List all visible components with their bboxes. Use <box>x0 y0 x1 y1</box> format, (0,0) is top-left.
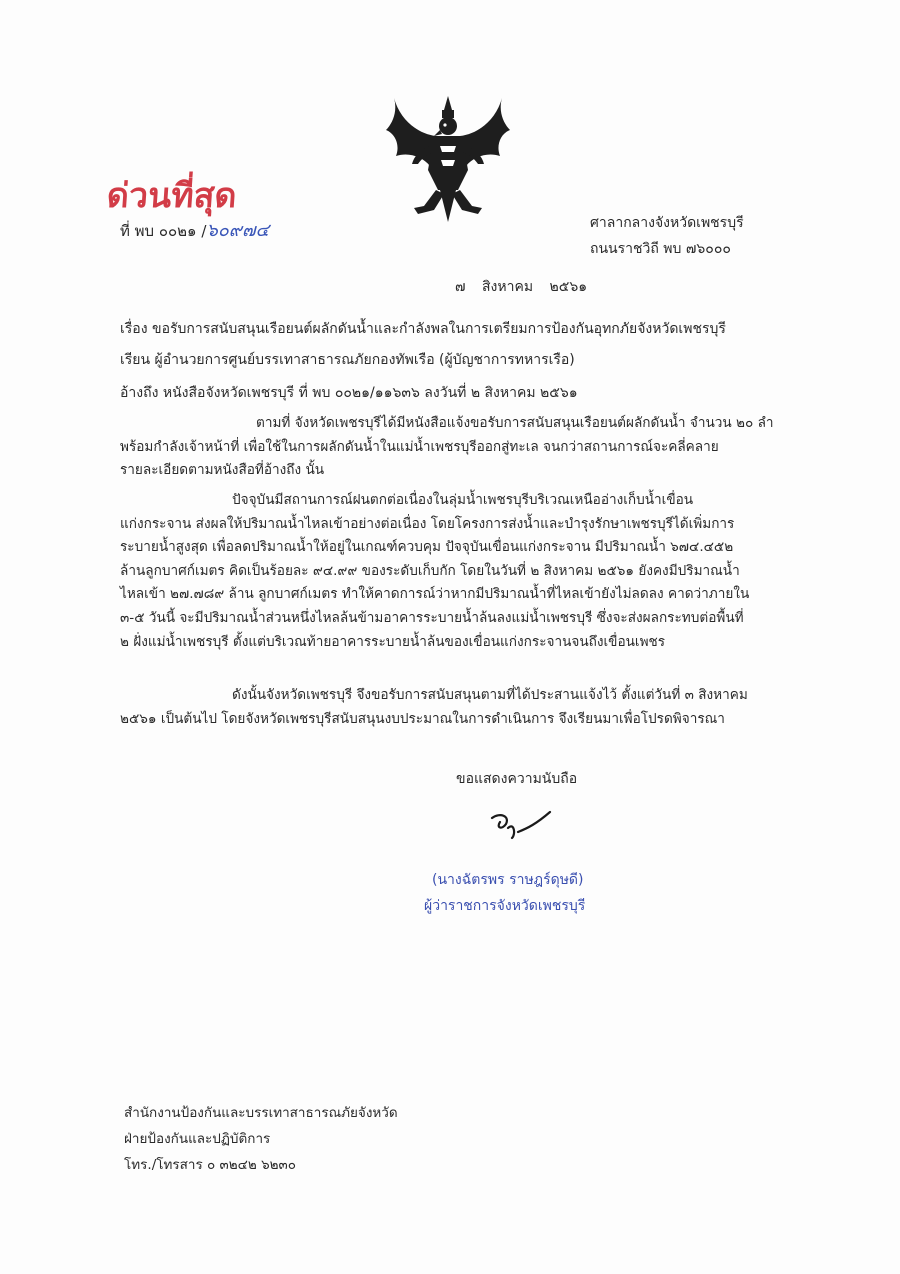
urgent-stamp: ด่วนที่สุด <box>105 176 239 216</box>
date-day: ๗ <box>455 279 466 295</box>
recipient-line: เรียน ผู้อำนวยการศูนย์บรรเทาสาธารณภัยกองทัพเรือ (ผู้บัญชาการทหารเรือ) <box>120 352 575 368</box>
paragraph-line: ๒ ฝั่งแม่น้ำเพชรบุรี ตั้งแต่บริเวณท้ายอาคารระบายน้ำล้นของเขื่อนแก่งกระจานจนถึงเขื่อนเพชร <box>120 633 666 650</box>
garuda-emblem-icon <box>378 90 518 230</box>
paragraph-line: ระบายน้ำสูงสุด เพื่อลดปริมาณน้ำให้อยู่ในเกณฑ์ควบคุม ปัจจุบันเขื่อนแก่งกระจาน มีปริมาณน้ำ ๖๗๔.๔๕๒ <box>120 539 734 556</box>
document-number-prefix: ที่ พบ ๐๐๒๑ / <box>120 222 207 240</box>
reference-line: อ้างถึง หนังสือจังหวัดเพชรบุรี ที่ พบ ๐๐๒๑/๑๑๖๓๖ ลงวันที่ ๒ สิงหาคม ๒๕๖๑ <box>120 385 578 401</box>
paragraph-line: ๓-๕ วันนี้ จะมีปริมาณน้ำส่วนหนึ่งไหลล้นข้ามอาคารระบายน้ำล้นลงแม่น้ำเพชรบุรี ซึ่งจะส่งผลกระทบต่อพื้นที่ <box>120 609 744 626</box>
body-paragraph-1 <box>120 412 780 483</box>
signature-icon <box>488 808 558 853</box>
paragraph-line: ตามที่ จังหวัดเพชรบุรีได้มีหนังสือแจ้งขอรับการสนับสนุนเรือยนต์ผลักดันน้ำ จำนวน ๒๐ ลำ <box>256 415 774 431</box>
body-paragraph-3 <box>120 684 780 731</box>
paragraph-line: แก่งกระจาน ส่งผลให้ปริมาณน้ำไหลเข้าอย่างต่อเนื่อง โดยโครงการส่งน้ำและบำรุงรักษาเพชรบุรีได้เพิ่มการ <box>120 515 735 532</box>
sender-address-line-2: ถนนราชวิถี พบ ๗๖๐๐๐ <box>590 241 731 257</box>
body-paragraph-2 <box>120 489 780 654</box>
paragraph-line: ดังนั้นจังหวัดเพชรบุรี จึงขอรับการสนับสนุนตามที่ได้ประสานแจ้งไว้ ตั้งแต่วันที่ ๓ สิงหาคม <box>232 687 748 703</box>
subject-line: เรื่อง ขอรับการสนับสนุนเรือยนต์ผลักดันน้ำและกำลังพลในการเตรียมการป้องกันอุทกภัยจังหวัดเพชรบุรี <box>120 321 726 337</box>
footer-office: สำนักงานป้องกันและบรรเทาสาธารณภัยจังหวัด <box>124 1105 398 1121</box>
signer-position: ผู้ว่าราชการจังหวัดเพชรบุรี <box>424 898 586 914</box>
signer-name: (นางฉัตรพร ราษฎร์ดุษดี) <box>432 872 584 888</box>
paragraph-line: รายละเอียดตามหนังสือที่อ้างถึง นั้น <box>120 462 325 479</box>
footer-division: ฝ่ายป้องกันและปฏิบัติการ <box>124 1131 271 1147</box>
document-number <box>120 215 269 244</box>
paragraph-line: ไหลเข้า ๒๗.๗๘๙ ล้าน ลูกบาศก์เมตร ทำให้คาดการณ์ว่าหากมีปริมาณน้ำที่ไหลเข้ายังไม่ลดลง คาดว่าภายใน <box>120 586 750 603</box>
paragraph-line: ปัจจุบันมีสถานการณ์ฝนตกต่อเนื่องในลุ่มน้ำเพชรบุรีบริเวณเหนืออ่างเก็บน้ำเขื่อน <box>232 492 694 508</box>
date-month: สิงหาคม <box>481 279 534 295</box>
footer-phone: โทร./โทรสาร ๐ ๓๒๔๒ ๖๒๓๐ <box>124 1157 297 1173</box>
letter-date <box>455 276 587 298</box>
sender-address-line-1: ศาลากลางจังหวัดเพชรบุรี <box>590 215 744 231</box>
paragraph-line: ๒๕๖๑ เป็นต้นไป โดยจังหวัดเพชรบุรีสนับสนุนงบประมาณในการดำเนินการ จึงเรียนมาเพื่อโปรดพิจารณา <box>120 710 725 727</box>
paragraph-line: พร้อมกำลังเจ้าหน้าที่ เพื่อใช้ในการผลักดันน้ำในแม่น้ำเพชรบุรีออกสู่ทะเล จนกว่าสถานการณ์จะคลี่คลาย <box>120 438 719 455</box>
document-number-handwritten: ๖๐๙๗๔ <box>206 220 270 241</box>
paragraph-line: ล้านลูกบาศก์เมตร คิดเป็นร้อยละ ๙๔.๙๙ ของระดับเก็บกัก โดยในวันที่ ๒ สิงหาคม ๒๕๖๑ ยังคงมีปริมาณน้ำ <box>120 562 740 579</box>
date-year: ๒๕๖๑ <box>549 279 588 295</box>
closing-salutation: ขอแสดงความนับถือ <box>456 771 578 787</box>
